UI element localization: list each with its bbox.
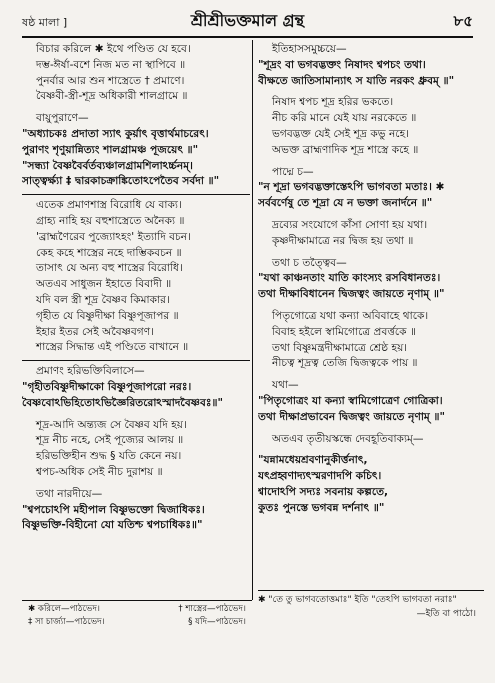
column-divider [252,40,253,600]
verse-line: "ন শূদ্রা ভগবদ্ভক্তাস্তেঽপি ভাগবতা মতাঃ। ✱ [258,181,445,194]
text-line: দ্রব্যের সংযোগে কাঁসা সোণা হয় যথা। [272,218,428,231]
verse-line: "শ্বপচোঽপি মহীপাল বিষ্ণুভক্তো দ্বিজাধিকঃ। [22,503,205,516]
verse-line: বৈষ্ণবোঽভিহিতোঽভিজ্ঞৈরিতরোঽস্মাদবৈষ্ণবঃ॥" [22,396,224,409]
text-line: গৃহীত যে বিষ্ণুদীক্ষা বিষ্ণুপূজাপর ॥ [36,309,179,322]
verse-line: তথা দীক্ষাবিধানেন দ্বিজত্বং জায়তে নৃণাম্ ॥" [258,288,445,301]
verse-line: "যথা কাঞ্চনতাং যাতি কাংস্যং রসবিধানতঃ। [258,272,441,285]
text-line: ভগবদ্ভক্ত যেই সেই শূদ্র কভু নহে। [272,127,409,140]
verse-line: বিষ্ণুভক্তি-বিহীনো যো যতিশ্চ শ্বপচাধিকঃ॥" [22,519,203,532]
text-line: তথা নারদীয়ে— [36,487,103,500]
verse-line: তথা দীক্ষাপ্রভাবেন দ্বিজত্বং জায়তে নৃণাম্ ॥" [258,410,446,423]
text-line: শ্বপচ-অধিক সেই নীচ দুরাশয় ॥ [36,465,163,478]
footnotes-right [258,590,484,621]
text-line: অভক্ত ব্রাহ্মণাদিক শূদ্র শাস্ত্রে কহে ॥ [272,143,419,156]
page-number: ৮৫ [453,12,473,30]
text-line: তথা বিষ্ণুমন্ত্রদীক্ষামাত্রে শ্রেষ্ঠ হয়। [272,341,408,354]
text-line: গ্রাহ্য নাহি হয় বহুশাস্ত্রেতে অনৈক্য ॥ [36,214,185,227]
text-line: নীচ করি মানে যেই যায় নরকেতে ॥ [272,112,417,125]
text-line: 'ব্রাহ্মণৈরেব পুজ্যোঽহং' ইত্যাদি বচন। [36,230,191,243]
footnote: ✱ করিলে—পাঠভেদ। [28,604,100,614]
verse-line: পুরাণং শৃণুয়ান্নিত্যং শালগ্রামঞ্চ পূজয়েৎ ॥" [22,143,199,156]
page-header [22,8,473,36]
verse-line: "সন্ধ্যা বৈষ্ণবৈর্বর্তব্যঞ্চালগ্রামশিলাঽর্চ্চনম্। [22,159,193,172]
footnotes-left [22,600,252,629]
verse-line: "অধ্যাচকঃ প্রদাতা স্যাৎ কুর্য়াৎ বৃত্তার্থমাচরেৎ। [22,127,209,140]
text-line: কেহ কহে শাস্ত্রের নহে দাম্ভিকবচন ॥ [36,246,182,259]
text-line: হরিভক্তিহীন শুদ্ধ § যতি কেনে নয়। [36,450,182,463]
text-line: দম্ভ-ঈর্ষা-বশে নিজ মত না স্থাপিবে ॥ [36,58,186,71]
text-line: এতেক প্রমাণশাস্ত্র বিরোধি যে বাক্য। [36,199,182,212]
footnote-row [22,603,252,616]
section-rule [22,360,250,361]
verse-line: বীক্ষতে জাতিসামান্যাৎ স যাতি নরকং ধ্রুবম্ ॥" [258,74,455,87]
verse-line: শ্বাদোঽপি সদ্যঃ সবনায় কল্পতে, [258,485,389,498]
text-line: কৃষ্ণদীক্ষামাত্রে নর দ্বিজ হয় তথা ॥ [272,234,414,247]
section-rule [22,194,250,195]
footnote: § যদি—পাঠভেদ। [188,617,246,627]
right-column [258,42,484,517]
verse-line: "গৃহীতবিষ্ণুদীক্ষাকো বিষ্ণুপূজাপরো নরঃ। [22,380,192,393]
text-line: পিতৃগোত্রে যথা কন্যা অবিবাহে থাকে। [272,309,429,322]
text-line: পুনর্বার আর শুন শাস্ত্রেতে † প্রমাণে। [36,74,185,87]
verse-line: "পিতৃগোত্রং যা কন্যা স্বামিগোত্রেণ গোত্রিকা। [258,394,443,407]
text-line: শাস্ত্রের সিদ্ধান্ত এই পণ্ডিতে বাখানে ॥ [36,341,189,354]
text-line: শূদ্র নীচ নহে, সেই পূজ্যের আলয় ॥ [36,434,184,447]
left-column [22,42,250,534]
verse-line: যৎপ্রহ্বণাদ্যৎস্মরণাদপি কচিৎ। [258,470,382,483]
verse-line: সর্ববর্ণেষু তে শূদ্রা যে ন ভক্তা জনার্দনে ॥" [258,197,433,210]
text-line: পাদ্মে চ— [272,165,314,178]
verse-line: "যন্নামধেয়শ্রবণানুকীর্ত্তনাৎ, [258,454,368,467]
text-line: বিবাহ হইলে স্বামিগোত্রে প্রবর্ত্তকে ॥ [272,325,416,338]
footnote: —ইতি বা পাঠো। [416,609,476,619]
text-line: শূদ্র-আদি অন্ত্যজ সে বৈষ্ণব যদি হয়। [36,418,187,431]
verse-line: "শূদ্রং বা ভগবদ্ভক্তং নিষাদং শ্বপচং তথা। [258,58,426,71]
text-line: নিষাদ শ্বপচ শূদ্র হরির ভকতে। [272,96,394,109]
text-line: ইহার ইতর সেই অবৈষ্ণবগণ। [36,325,154,338]
verse-line: সাত্ত্বর্ক্ষ্যা ‡ দ্বারকাচক্রাঙ্কিতোঽপেতৈব সর্বদা ॥" [22,175,220,188]
verse-line: কুতঃ পুনস্তে ভগবন্ন দর্শনাৎ ॥" [258,501,385,514]
text-line: অতএব তৃতীয়স্কন্ধে দেবহূতিবাক্যম্— [272,432,424,445]
text-line: বায়ুপুরাণে— [36,112,89,125]
text-line: যদি বল স্ত্রী শূদ্র বৈষ্ণব কিমাকার। [36,293,170,306]
footnote: ‡ সা চার্জ্যা—পাঠভেদ। [28,617,105,627]
footnote: ✱ "তে তু ভাগবতোত্তমাঃ" ইতি "তেঽপি ভাগবতা নরাঃ" [258,595,457,605]
footnote: † শাস্ত্রের—পাঠভেদ। [178,604,246,614]
header-rule [22,36,473,38]
text-line: বিচার করিলে ✱ ইথে পণ্ডিত যে হবে। [36,43,191,55]
text-line: অতএব সাধুজন ইহাতে বিবাদী ॥ [36,278,172,291]
header-title: শ্রীশ্রীভক্তমাল গ্রন্থ [190,11,305,30]
footnote-row [22,616,252,629]
text-line: তাসাৎ যে অন্য বহু শাস্ত্রের বিরোধি। [36,262,183,275]
text-line: যথা— [272,379,299,392]
text-line: প্রমাণং হরিভক্তিবিলাসে— [36,365,145,378]
text-line: নীচত্ব শূদ্রত্ব তেজি দ্বিজত্বকে পায় ॥ [272,357,418,370]
text-line: বৈষ্ণবী-স্ত্রী-শূদ্র অধিকারী শালগ্রামে ॥ [36,90,188,103]
text-line: ইতিহাসসমুচ্চয়ে— [272,43,347,55]
text-line: তথা চ তত্ত্বৈব— [272,256,347,269]
header-chapter: ষষ্ঠ মালা ] [22,16,68,29]
